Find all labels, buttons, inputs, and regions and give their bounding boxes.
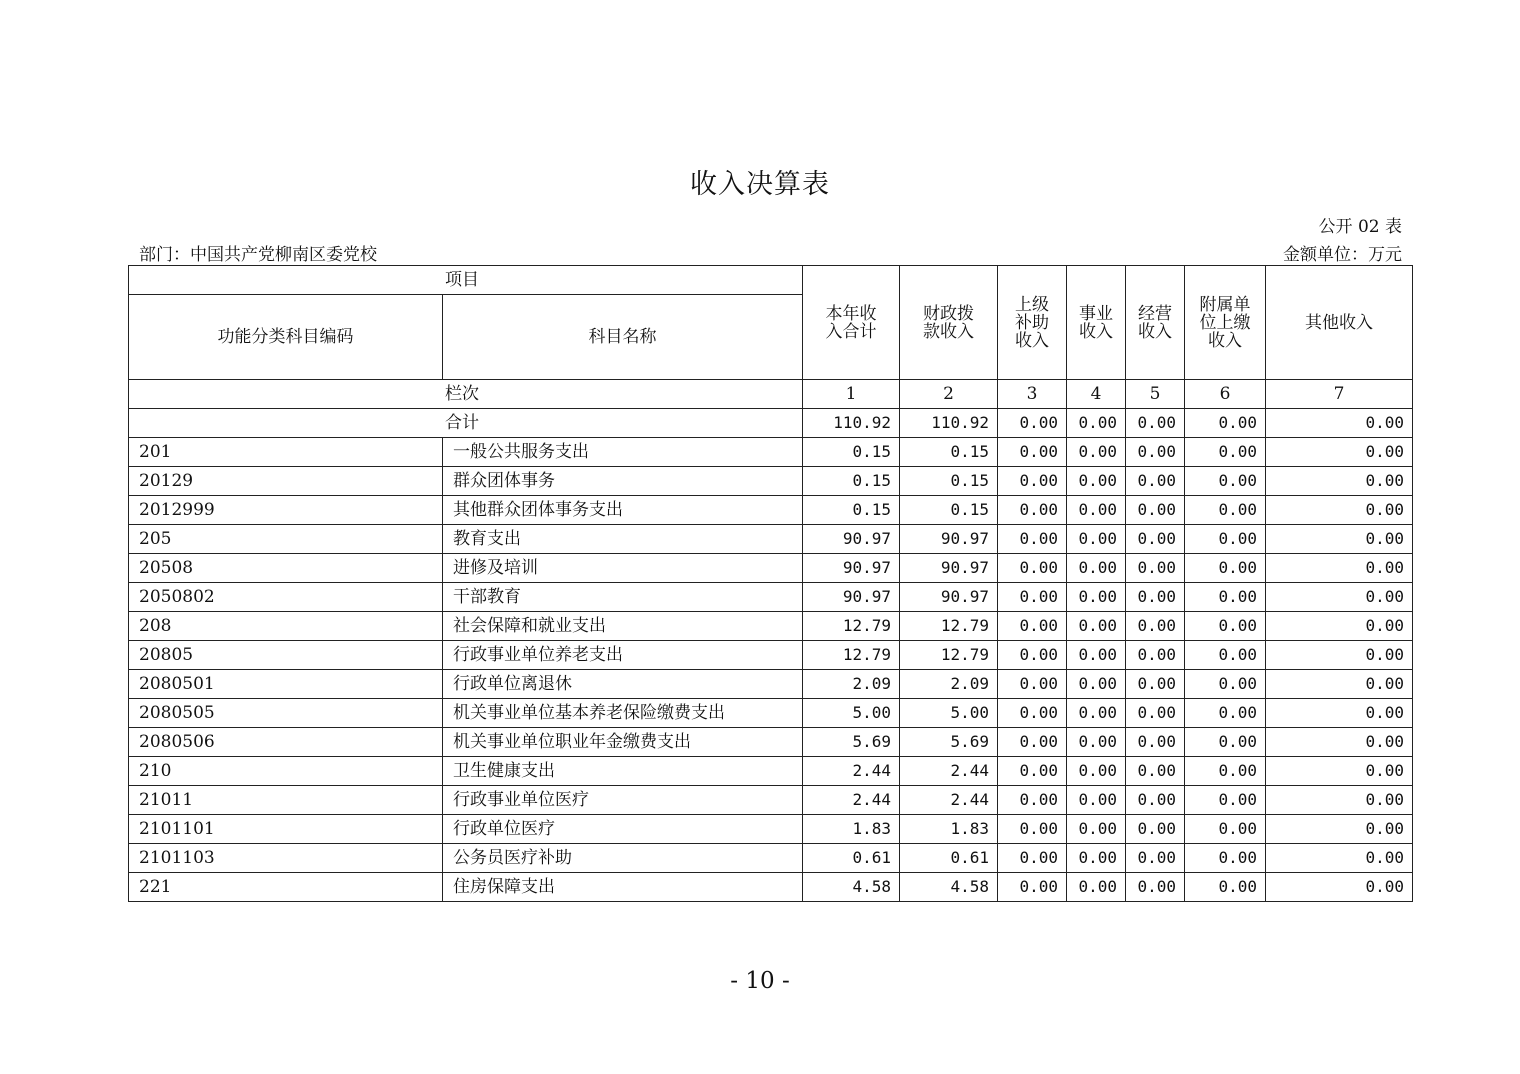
table-code: 公开 02 表 <box>1318 217 1402 237</box>
row-value: 12.79 <box>803 641 900 670</box>
row-name: 住房保障支出 <box>443 873 803 902</box>
amount-unit-label: 金额单位：万元 <box>1283 245 1402 265</box>
row-value: 0.00 <box>1266 844 1413 873</box>
row-code: 210 <box>129 757 443 786</box>
row-value: 12.79 <box>900 612 998 641</box>
row-name: 行政单位离退休 <box>443 670 803 699</box>
table-row <box>129 467 1413 496</box>
row-value: 0.00 <box>1067 438 1126 467</box>
row-name: 公务员医疗补助 <box>443 844 803 873</box>
row-value: 0.00 <box>1126 641 1185 670</box>
row-value: 0.00 <box>1266 467 1413 496</box>
row-code: 21011 <box>129 786 443 815</box>
row-value: 0.00 <box>1266 525 1413 554</box>
row-value: 0.00 <box>1126 525 1185 554</box>
table-row <box>129 438 1413 467</box>
row-value: 4.58 <box>900 873 998 902</box>
row-value: 0.00 <box>1067 496 1126 525</box>
row-value: 0.00 <box>1126 815 1185 844</box>
row-name: 机关事业单位基本养老保险缴费支出 <box>443 699 803 728</box>
row-value: 0.00 <box>998 641 1067 670</box>
row-value: 0.00 <box>998 699 1067 728</box>
total-value: 0.00 <box>1126 409 1185 438</box>
total-value: 0.00 <box>1266 409 1413 438</box>
row-value: 12.79 <box>803 612 900 641</box>
header-code-col: 功能分类科目编码 <box>129 295 443 380</box>
row-value: 0.61 <box>900 844 998 873</box>
row-value: 0.00 <box>1266 496 1413 525</box>
row-value: 0.00 <box>1067 670 1126 699</box>
header-business: 事业 收入 <box>1067 266 1126 380</box>
row-value: 0.00 <box>1185 670 1266 699</box>
table-row <box>129 728 1413 757</box>
header-name-col: 科目名称 <box>443 295 803 380</box>
header-other: 其他收入 <box>1266 266 1413 380</box>
row-value: 0.00 <box>1067 873 1126 902</box>
row-value: 0.00 <box>1185 873 1266 902</box>
row-name: 进修及培训 <box>443 554 803 583</box>
row-value: 0.15 <box>803 467 900 496</box>
total-row <box>129 409 1413 438</box>
row-value: 0.00 <box>998 467 1067 496</box>
row-code: 208 <box>129 612 443 641</box>
row-code: 221 <box>129 873 443 902</box>
row-value: 0.00 <box>1067 641 1126 670</box>
row-value: 0.00 <box>1067 467 1126 496</box>
table-row <box>129 757 1413 786</box>
row-value: 0.00 <box>1185 496 1266 525</box>
page-number: - 10 - <box>730 968 790 994</box>
column-number: 1 <box>803 380 900 409</box>
column-number: 2 <box>900 380 998 409</box>
row-value: 2.09 <box>803 670 900 699</box>
column-number: 6 <box>1185 380 1266 409</box>
row-value: 90.97 <box>803 554 900 583</box>
row-name: 教育支出 <box>443 525 803 554</box>
row-value: 0.00 <box>1126 583 1185 612</box>
row-name: 行政单位医疗 <box>443 815 803 844</box>
row-value: 0.00 <box>1067 728 1126 757</box>
total-value: 0.00 <box>998 409 1067 438</box>
header-total-income: 本年收 入合计 <box>803 266 900 380</box>
row-value: 0.00 <box>1185 786 1266 815</box>
row-value: 0.00 <box>1185 583 1266 612</box>
row-value: 0.00 <box>998 496 1067 525</box>
income-statement-table <box>128 265 1413 902</box>
row-code: 2080506 <box>129 728 443 757</box>
row-value: 0.15 <box>900 467 998 496</box>
column-number: 7 <box>1266 380 1413 409</box>
row-name: 机关事业单位职业年金缴费支出 <box>443 728 803 757</box>
row-value: 5.00 <box>803 699 900 728</box>
header-subsidy: 上级 补助 收入 <box>998 266 1067 380</box>
row-value: 90.97 <box>900 525 998 554</box>
total-value: 110.92 <box>900 409 998 438</box>
row-value: 0.00 <box>1126 612 1185 641</box>
row-value: 1.83 <box>803 815 900 844</box>
table-row <box>129 699 1413 728</box>
row-value: 2.09 <box>900 670 998 699</box>
row-value: 90.97 <box>900 554 998 583</box>
column-number-label: 栏次 <box>129 380 803 409</box>
row-value: 0.00 <box>1266 554 1413 583</box>
row-value: 0.00 <box>998 525 1067 554</box>
row-value: 0.00 <box>1185 815 1266 844</box>
row-value: 0.00 <box>998 554 1067 583</box>
header-affiliated: 附属单 位上缴 收入 <box>1185 266 1266 380</box>
row-value: 0.00 <box>1185 641 1266 670</box>
row-code: 2050802 <box>129 583 443 612</box>
page-title: 收入决算表 <box>690 169 830 200</box>
header-item: 项目 <box>129 266 803 295</box>
row-value: 0.00 <box>1126 728 1185 757</box>
row-value: 0.00 <box>1185 554 1266 583</box>
row-value: 0.00 <box>998 786 1067 815</box>
row-value: 0.00 <box>1126 467 1185 496</box>
row-value: 0.00 <box>998 670 1067 699</box>
row-code: 201 <box>129 438 443 467</box>
column-number: 3 <box>998 380 1067 409</box>
row-value: 0.15 <box>900 496 998 525</box>
header-fiscal: 财政拨 款收入 <box>900 266 998 380</box>
row-value: 0.00 <box>998 583 1067 612</box>
table-row <box>129 873 1413 902</box>
table-row <box>129 670 1413 699</box>
row-value: 0.00 <box>1126 496 1185 525</box>
row-value: 0.15 <box>803 496 900 525</box>
row-value: 5.69 <box>803 728 900 757</box>
row-code: 20129 <box>129 467 443 496</box>
row-value: 0.00 <box>1067 699 1126 728</box>
row-value: 12.79 <box>900 641 998 670</box>
row-value: 0.00 <box>998 438 1067 467</box>
row-value: 0.61 <box>803 844 900 873</box>
row-value: 0.00 <box>1185 728 1266 757</box>
row-value: 0.00 <box>1266 612 1413 641</box>
row-value: 2.44 <box>803 786 900 815</box>
row-value: 0.00 <box>1185 438 1266 467</box>
row-value: 0.00 <box>1126 554 1185 583</box>
row-value: 0.00 <box>998 612 1067 641</box>
row-value: 0.00 <box>1067 815 1126 844</box>
row-code: 2080501 <box>129 670 443 699</box>
row-value: 2.44 <box>803 757 900 786</box>
row-value: 0.00 <box>1185 612 1266 641</box>
row-code: 205 <box>129 525 443 554</box>
table-row <box>129 844 1413 873</box>
table-row <box>129 815 1413 844</box>
table-row <box>129 583 1413 612</box>
row-value: 2.44 <box>900 786 998 815</box>
table-row <box>129 525 1413 554</box>
row-value: 0.00 <box>1126 699 1185 728</box>
total-value: 0.00 <box>1067 409 1126 438</box>
department-label: 部门：中国共产党柳南区委党校 <box>139 245 377 265</box>
row-value: 0.00 <box>1266 583 1413 612</box>
row-value: 0.00 <box>1067 844 1126 873</box>
row-value: 0.00 <box>1266 728 1413 757</box>
row-value: 0.15 <box>803 438 900 467</box>
row-value: 0.00 <box>1266 438 1413 467</box>
row-code: 2101101 <box>129 815 443 844</box>
row-code: 2101103 <box>129 844 443 873</box>
row-value: 0.00 <box>1266 873 1413 902</box>
row-value: 0.00 <box>1266 757 1413 786</box>
total-value: 0.00 <box>1185 409 1266 438</box>
row-value: 0.00 <box>1185 525 1266 554</box>
row-value: 0.00 <box>998 728 1067 757</box>
column-number: 5 <box>1126 380 1185 409</box>
table-row <box>129 612 1413 641</box>
row-name: 一般公共服务支出 <box>443 438 803 467</box>
row-value: 0.00 <box>1185 757 1266 786</box>
column-number: 4 <box>1067 380 1126 409</box>
row-value: 0.00 <box>1126 670 1185 699</box>
row-value: 90.97 <box>803 583 900 612</box>
row-value: 0.00 <box>998 873 1067 902</box>
header-row-item <box>129 266 1413 295</box>
row-value: 5.69 <box>900 728 998 757</box>
row-code: 20508 <box>129 554 443 583</box>
row-value: 0.00 <box>1067 583 1126 612</box>
row-value: 0.00 <box>1126 438 1185 467</box>
row-value: 0.00 <box>1126 844 1185 873</box>
row-name: 其他群众团体事务支出 <box>443 496 803 525</box>
row-value: 0.00 <box>1266 815 1413 844</box>
row-name: 卫生健康支出 <box>443 757 803 786</box>
row-code: 2012999 <box>129 496 443 525</box>
row-value: 0.00 <box>1126 786 1185 815</box>
row-value: 0.00 <box>1067 612 1126 641</box>
row-value: 0.00 <box>1266 699 1413 728</box>
total-value: 110.92 <box>803 409 900 438</box>
row-value: 1.83 <box>900 815 998 844</box>
table-row <box>129 641 1413 670</box>
row-value: 0.00 <box>1185 467 1266 496</box>
row-value: 90.97 <box>803 525 900 554</box>
row-value: 5.00 <box>900 699 998 728</box>
row-value: 0.00 <box>1067 525 1126 554</box>
row-value: 0.00 <box>1067 554 1126 583</box>
row-value: 0.00 <box>1067 757 1126 786</box>
table-row <box>129 786 1413 815</box>
row-value: 0.00 <box>1185 844 1266 873</box>
column-number-row <box>129 380 1413 409</box>
row-value: 2.44 <box>900 757 998 786</box>
row-name: 干部教育 <box>443 583 803 612</box>
row-name: 群众团体事务 <box>443 467 803 496</box>
row-value: 0.00 <box>998 757 1067 786</box>
row-value: 0.00 <box>998 844 1067 873</box>
row-value: 0.00 <box>1126 757 1185 786</box>
row-value: 0.00 <box>1126 873 1185 902</box>
total-label: 合计 <box>129 409 803 438</box>
row-value: 0.00 <box>1266 670 1413 699</box>
row-value: 0.00 <box>1067 786 1126 815</box>
row-value: 0.00 <box>1266 786 1413 815</box>
row-value: 0.00 <box>1185 699 1266 728</box>
row-code: 2080505 <box>129 699 443 728</box>
header-operating: 经营 收入 <box>1126 266 1185 380</box>
row-name: 行政事业单位养老支出 <box>443 641 803 670</box>
row-value: 0.15 <box>900 438 998 467</box>
row-name: 社会保障和就业支出 <box>443 612 803 641</box>
row-value: 4.58 <box>803 873 900 902</box>
row-value: 90.97 <box>900 583 998 612</box>
table-row <box>129 554 1413 583</box>
table-row <box>129 496 1413 525</box>
row-name: 行政事业单位医疗 <box>443 786 803 815</box>
row-code: 20805 <box>129 641 443 670</box>
row-value: 0.00 <box>1266 641 1413 670</box>
row-value: 0.00 <box>998 815 1067 844</box>
